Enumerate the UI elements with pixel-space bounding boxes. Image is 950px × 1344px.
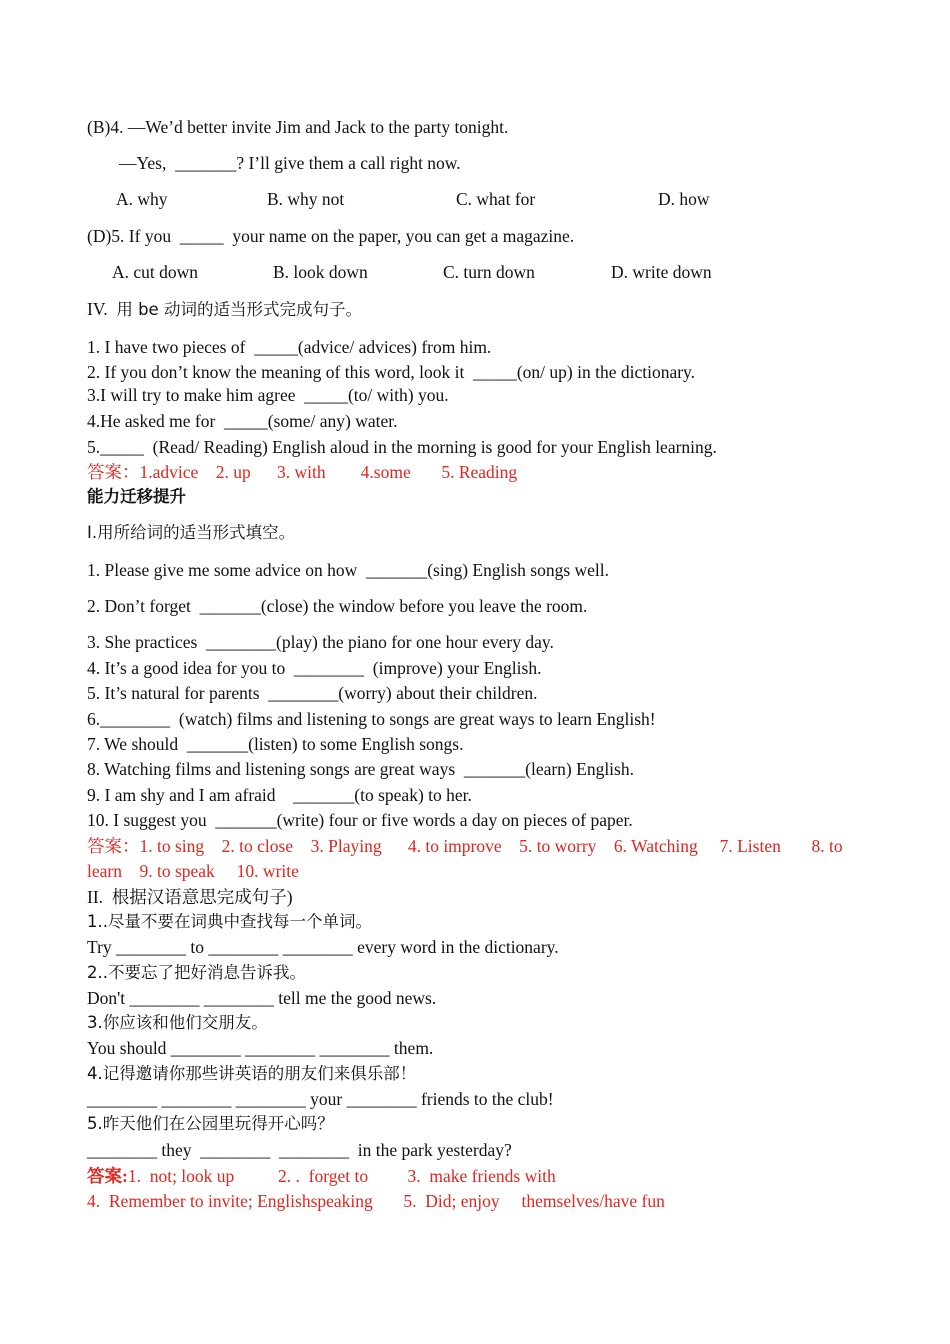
- section-i-item: 4. It’s a good idea for you to ________ (improve) your English.: [87, 658, 542, 678]
- question-5-option-c: C. turn down: [443, 262, 535, 282]
- section-ii-chinese: 3.你应该和他们交朋友。: [87, 1013, 268, 1032]
- section-i-title: I.用所给词的适当形式填空。: [87, 523, 296, 542]
- section-ii-english: You should ________ ________ ________ them.: [87, 1038, 434, 1058]
- question-4-option-b: B. why not: [267, 189, 345, 209]
- section-ii-english: Try ________ to ________ ________ every word in the dictionary.: [87, 937, 559, 957]
- section-ii-title: II. 根据汉语意思完成句子): [87, 887, 293, 907]
- question-5-option-d: D. write down: [611, 262, 712, 282]
- section-iv-title-text: 用 be 动词的适当形式完成句子。: [116, 300, 362, 319]
- section-ii-chinese: 2..不要忘了把好消息告诉我。: [87, 963, 306, 982]
- section-iv-item: 4.He asked me for _____(some/ any) water.: [87, 411, 398, 431]
- section-heading: 能力迁移提升: [87, 487, 186, 506]
- section-i-item: 3. She practices ________(play) the piano for one hour every day.: [87, 632, 554, 652]
- question-5-option-b: B. look down: [273, 262, 368, 282]
- section-iv-item: 3.I will try to make him agree _____(to/ with) you.: [87, 385, 449, 405]
- question-4-option-d: D. how: [658, 189, 710, 209]
- section-i-item: 1. Please give me some advice on how _______(sing) English songs well.: [87, 560, 610, 580]
- section-i-item: 6.________ (watch) films and listening to songs are great ways to learn English!: [87, 709, 656, 729]
- section-i-item: 7. We should _______(listen) to some English songs.: [87, 734, 464, 754]
- section-iv-title: [87, 298, 362, 321]
- section-iv-item: 5._____ (Read/ Reading) English aloud in the morning is good for your English learning.: [87, 437, 717, 457]
- answer-text: 1. not; look up 2. . forget to 3. make friends with: [127, 1166, 556, 1186]
- question-4-reply: —Yes, _______? I’ll give them a call right now.: [119, 153, 461, 173]
- question-4-option-c: C. what for: [456, 189, 536, 209]
- section-i-answer-continued: learn 9. to speak 10. write: [87, 861, 299, 881]
- section-ii-chinese: 1..尽量不要在词典中查找每一个单词。: [87, 912, 372, 931]
- section-iv-prefix: IV.: [87, 299, 117, 319]
- section-i-item: 5. It’s natural for parents ________(worry) about their children.: [87, 683, 538, 703]
- section-ii-answer-continued: 4. Remember to invite; Englishspeaking 5. Did; enjoy themselves/have fun: [87, 1191, 665, 1211]
- question-5-option-a: A. cut down: [112, 262, 199, 282]
- question-5-stem: (D)5. If you _____ your name on the paper, you can get a magazine.: [87, 226, 575, 246]
- section-iv-answer: 答案：1.advice 2. up 3. with 4.some 5. Reading: [87, 462, 518, 482]
- question-4-option-a: A. why: [116, 189, 168, 209]
- section-ii-chinese: 4.记得邀请你那些讲英语的朋友们来俱乐部！: [87, 1064, 417, 1083]
- section-ii-english: Don't ________ ________ tell me the good news.: [87, 988, 437, 1008]
- answer-label: 答案:: [87, 1166, 128, 1186]
- section-ii-english: ________ they ________ ________ in the park yesterday?: [87, 1140, 512, 1160]
- section-ii-english: ________ ________ ________ your ________ friends to the club!: [87, 1089, 554, 1109]
- question-4-stem: (B)4. —We’d better invite Jim and Jack to the party tonight.: [87, 117, 509, 137]
- section-i-item: 9. I am shy and I am afraid _______(to speak) to her.: [87, 785, 472, 805]
- section-iv-item: 1. I have two pieces of _____(advice/ advices) from him.: [87, 337, 492, 357]
- section-ii-chinese: 5.昨天他们在公园里玩得开心吗？: [87, 1114, 334, 1133]
- section-i-item: 2. Don’t forget _______(close) the window before you leave the room.: [87, 596, 588, 616]
- section-i-answer: 答案：1. to sing 2. to close 3. Playing 4. to improve 5. to worry 6. Watching 7. Listen 8. to: [87, 836, 843, 856]
- section-i-item: 10. I suggest you _______(write) four or five words a day on pieces of paper.: [87, 810, 633, 830]
- section-i-item: 8. Watching films and listening songs are great ways _______(learn) English.: [87, 759, 634, 779]
- section-iv-item: 2. If you don’t know the meaning of this word, look it _____(on/ up) in the dictionary.: [87, 362, 696, 382]
- section-ii-answer: [87, 1165, 556, 1187]
